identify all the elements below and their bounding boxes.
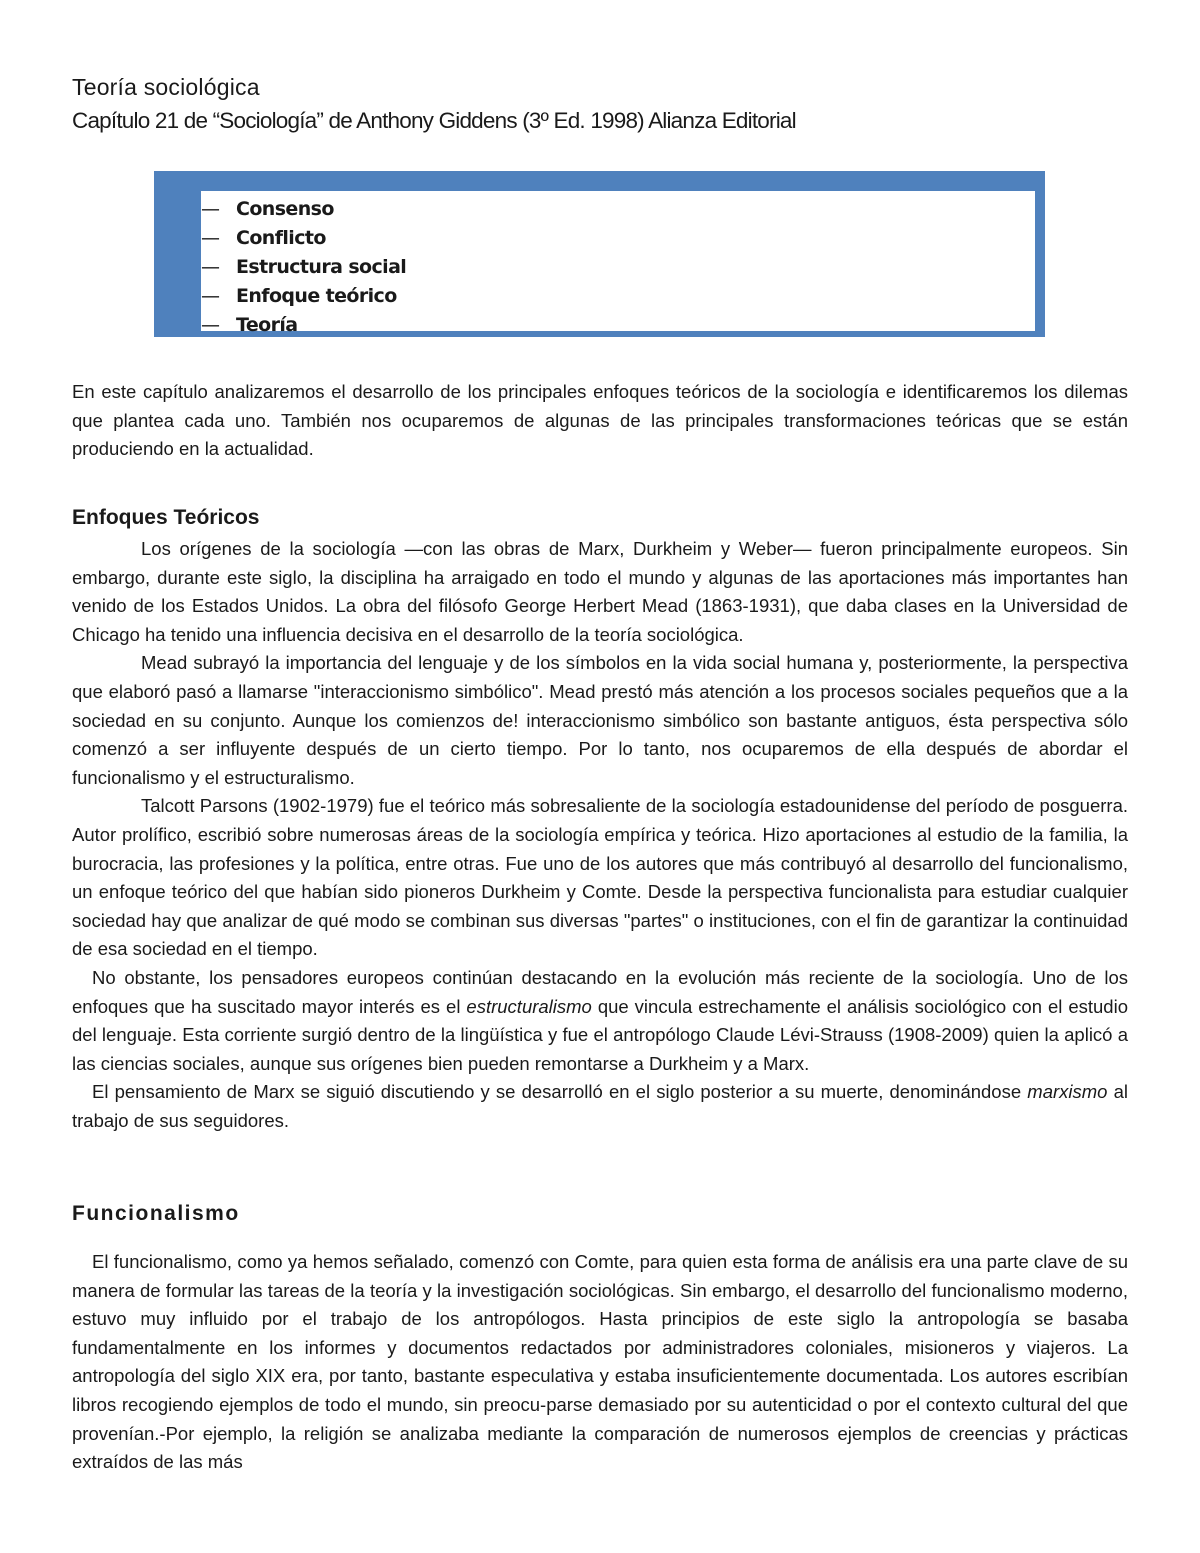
- key-concepts-list: [201, 195, 1035, 340]
- document-page: [72, 72, 1128, 1473]
- section-funcionalismo-body: [72, 1248, 1128, 1477]
- paragraph: Talcott Parsons (1902-1979) fue el teórico más sobresaliente de la sociología estadounidense del período de posguerra. Autor prolífico, escribió sobre numerosas áreas de la sociología empírica y teórica. Hizo aportaciones al estudio de la familia, la burocracia, las profesiones y la política, entre otras. Fue uno de los autores que más contribuyó al desarrollo del funcionalismo, un enfoque teórico del que habían sido pioneros Durkheim y Comte. Desde la perspectiva funcionalista para estudiar cualquier sociedad hay que analizar de qué modo se combinan sus diversas "partes" o instituciones, con el fin de garantizar la continuidad de esa sociedad en el tiempo.: [72, 795, 1128, 960]
- dash-bullet: —: [201, 285, 220, 307]
- key-concept-item: — Enfoque teórico: [201, 282, 1035, 311]
- section-heading-enfoques: Enfoques Teóricos: [72, 506, 260, 529]
- key-concepts-inner: [201, 191, 1035, 336]
- paragraph: El pensamiento de Marx se siguió discutiendo y se desarrolló en el siglo posterior a su muerte, denominándose marxismo al trabajo de sus seguidores.: [72, 1081, 1128, 1131]
- document-title: Teoría sociológica: [72, 74, 260, 100]
- dash-bullet: —: [201, 198, 220, 220]
- dash-bullet: —: [201, 227, 220, 249]
- section-enfoques-body: [72, 535, 1128, 1135]
- paragraph: No obstante, los pensadores europeos continúan destacando en la evolución más reciente de la sociología. Uno de los enfoques que ha suscitado mayor interés es el estructuralismo que vincula estrechamente el análisis sociológico con el estudio del lenguaje. Esta corriente surgió dentro de la lingüística y fue el antropólogo Claude Lévi-Strauss (1908-2009) quien la aplicó a las ciencias sociales, aunque sus orígenes bien pueden remontarse a Durkheim y a Marx.: [72, 966, 1128, 1074]
- paragraph: Los orígenes de la sociología —con las obras de Marx, Durkheim y Weber— fueron principalmente europeos. Sin embargo, durante este siglo, la disciplina ha arraigado en todo el mundo y algunas de las aportaciones más importantes han venido de los Estados Unidos. La obra del filósofo George Herbert Mead (1863-1931), que daba clases en la Universidad de Chicago ha tenido una influencia decisiva en el desarrollo de la teoría sociológica.: [72, 538, 1128, 645]
- key-concepts-box: [154, 171, 1045, 337]
- dash-bullet: —: [201, 256, 220, 278]
- section-heading-funcionalismo: Funcionalismo: [72, 1202, 240, 1225]
- key-concept-item: — Teoría: [201, 311, 1035, 340]
- key-concept-item: — Estructura social: [201, 253, 1035, 282]
- key-concept-item: — Consenso: [201, 195, 1035, 224]
- paragraph: El funcionalismo, como ya hemos señalado, comenzó con Comte, para quien esta forma de análisis era una parte clave de su manera de formular las tareas de la teoría y la investigación sociológicas. Sin embargo, el desarrollo del funcionalismo moderno, estuvo muy influido por el trabajo de los antropólogos. Hasta principios de este siglo la antropología se basaba fundamentalmente en los informes y documentos redactados por administradores coloniales, misioneros y viajeros. La antropología del siglo XIX era, por tanto, bastante especulativa y estaba insuficientemente documentada. Los autores escribían libros recogiendo ejemplos de todo el mundo, sin preocu-parse demasiado por su autenticidad o por el contexto cultural del que provenían.-Por ejemplo, la religión se analizaba mediante la comparación de numerosos ejemplos de creencias y prácticas extraídos de las más: [72, 1251, 1128, 1473]
- key-concept-item: — Conflicto: [201, 224, 1035, 253]
- dash-bullet: —: [201, 314, 220, 336]
- paragraph: Mead subrayó la importancia del lenguaje y de los símbolos en la vida social humana y, posteriormente, la perspectiva que elaboró pasó a llamarse "interaccionismo simbólico". Mead prestó más atención a los procesos sociales pequeños que a la sociedad en su conjunto. Aunque los comienzos de! interaccionismo simbólico son bastante antiguos, ésta perspectiva sólo comenzó a ser influyente después de un cierto tiempo. Por lo tanto, nos ocuparemos de ella después de abordar el funcionalismo y el estructuralismo.: [72, 652, 1128, 788]
- intro-paragraph: En este capítulo analizaremos el desarrollo de los principales enfoques teóricos de la sociología e identificaremos los dilemas que plantea cada uno. También nos ocuparemos de algunas de las principales transformaciones teóricas que se están produciendo en la actualidad.: [72, 381, 1128, 460]
- document-subtitle: Capítulo 21 de “Sociología” de Anthony Giddens (3º Ed. 1998) Alianza Editorial: [72, 108, 796, 133]
